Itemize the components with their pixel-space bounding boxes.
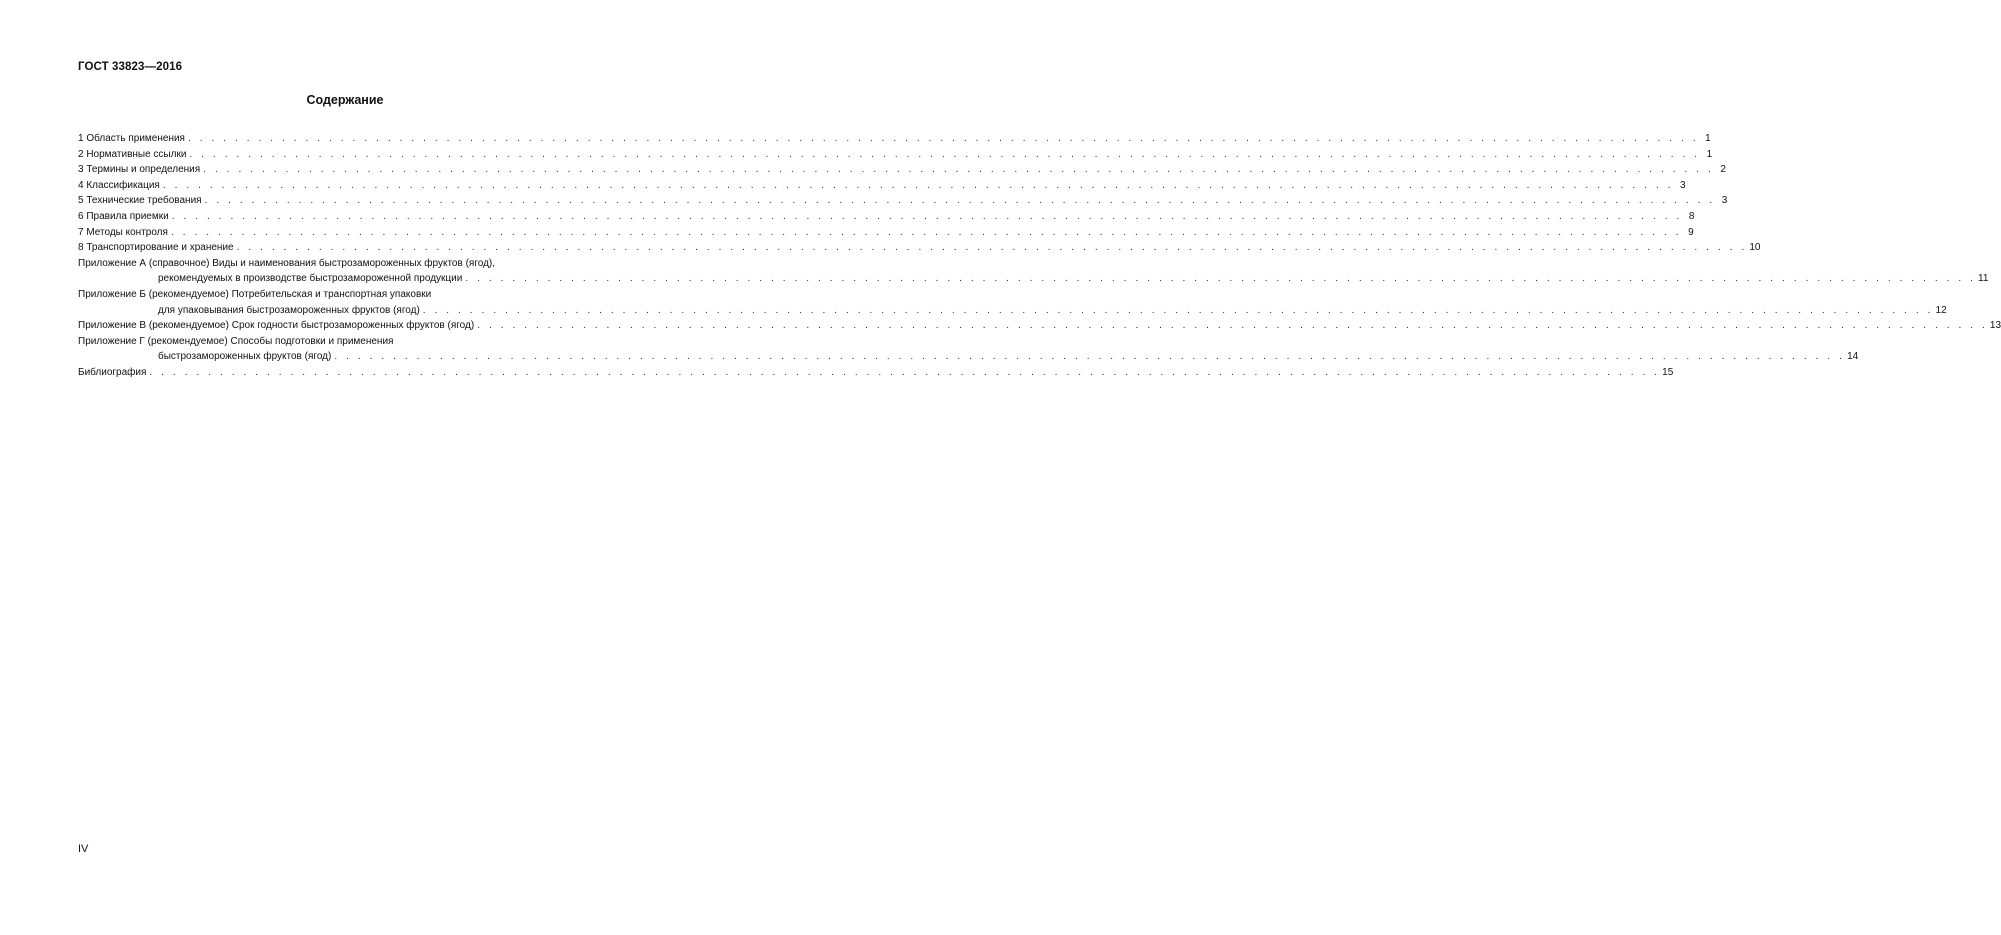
- toc-leader-dots: . . . . . . . . . . . . . . . . . . . . . . . . . . . . . . . . . . . . . . . . . . . . . . . . . . . . . . . . . . . . . . . . . . . . . . . . . . . . . . . . . . . . . . . . . . . . . . . . . . . . . . . . . . . . . . . . . . . . . . . . . . . . . . . . .: [187, 133, 1699, 144]
- toc-page-number: 15: [1662, 366, 1674, 378]
- toc-entry-text: 7 Методы контроля: [78, 226, 168, 238]
- toc-page-number: 10: [1749, 242, 1761, 254]
- toc-leader-dots: . . . . . . . . . . . . . . . . . . . . . . . . . . . . . . . . . . . . . . . . . . . . . . . . . . . . . . . . . . . . . . . . . . . . . . . . . . . . . . . . . . . . . . . . . . . . . . . . . . . . . . . . . . . . . . . . . . . . . . . . . . . . . . . . .: [204, 195, 1716, 207]
- toc-entry-text: 4 Классификация: [78, 179, 160, 191]
- toc-leader-dots: . . . . . . . . . . . . . . . . . . . . . . . . . . . . . . . . . . . . . . . . . . . . . . . . . . . . . . . . . . . . . . . . . . . . . . . . . . . . . . . . . . . . . . . . . . . . . . . . . . . . . . . . . . . . . . . . . . . . . . . . . . . . . . . . .: [170, 226, 1682, 238]
- toc-entry-acceptance-rules[interactable]: [78, 209, 1695, 225]
- toc-page-number: 9: [1688, 226, 1694, 238]
- toc-leader-dots: . . . . . . . . . . . . . . . . . . . . . . . . . . . . . . . . . . . . . . . . . . . . . . . . . . . . . . . . . . . . . . . . . . . . . . . . . . . . . . . . . . . . . . . . . . . . . . . . . . . . . . . . . . . . . . . . . . . . . . . . . . . . . . . . .: [171, 210, 1683, 222]
- toc-entry-control-methods[interactable]: [78, 225, 1694, 241]
- toc-entry-technical-requirements[interactable]: [78, 193, 1728, 209]
- page-folio-number: IV: [78, 843, 89, 855]
- toc-leader-dots: . . . . . . . . . . . . . . . . . . . . . . . . . . . . . . . . . . . . . . . . . . . . . . . . . . . . . . . . . . . . . . . . . . . . . . . . . . . . . . . . . . . . . . . . . . . . . . . . . . . . . . . . . . . . . . . . . . . . . . . . . . . . . . . . .: [477, 320, 1988, 332]
- toc-entry-text: 2 Нормативные ссылки: [78, 148, 187, 160]
- toc-leader-dots: . . . . . . . . . . . . . . . . . . . . . . . . . . . . . . . . . . . . . . . . . . . . . . . . . . . . . . . . . . . . . . . . . . . . . . . . . . . . . . . . . . . . . . . . . . . . . . . . . . . . . . . . . . . . . . . . . . . . . . . . . . . . . . . . .: [203, 164, 1714, 176]
- toc-page-number: 12: [1935, 304, 1947, 316]
- toc-entry-text: 6 Правила приемки: [78, 210, 169, 222]
- toc-entry-appendix-b[interactable]: [78, 287, 1947, 318]
- toc-entry-appendix-v[interactable]: [78, 318, 2001, 334]
- toc-page-number: 14: [1847, 351, 1859, 363]
- toc-leader-dots: . . . . . . . . . . . . . . . . . . . . . . . . . . . . . . . . . . . . . . . . . . . . . . . . . . . . . . . . . . . . . . . . . . . . . . . . . . . . . . . . . . . . . . . . . . . . . . . . . . . . . . . . . . . . . . . . . . . . . . . . . . . . . . . . .: [422, 304, 1934, 316]
- document-number-header: ГОСТ 33823—2016: [78, 61, 183, 73]
- toc-leader-dots: . . . . . . . . . . . . . . . . . . . . . . . . . . . . . . . . . . . . . . . . . . . . . . . . . . . . . . . . . . . . . . . . . . . . . . . . . . . . . . . . . . . . . . . . . . . . . . . . . . . . . . . . . . . . . . . . . . . . . . . . . . . . . . . . .: [162, 179, 1674, 191]
- toc-entry-text: 8 Транспортирование и хранение: [78, 242, 234, 254]
- toc-entry-scope[interactable]: [78, 131, 1711, 147]
- toc-entry-text: Приложение Г (рекомендуемое) Способы подготовки и применения: [78, 335, 394, 347]
- toc-entry-text: Библиография: [78, 366, 147, 378]
- toc-leader-dots: . . . . . . . . . . . . . . . . . . . . . . . . . . . . . . . . . . . . . . . . . . . . . . . . . . . . . . . . . . . . . . . . . . . . . . . . . . . . . . . . . . . . . . . . . . . . . . . . . . . . . . . . . . . . . . . . . . . . . . . . . . . . . . . . .: [465, 273, 1977, 285]
- toc-page-number: 3: [1721, 195, 1728, 207]
- toc-entry-transport-storage[interactable]: [78, 240, 1761, 256]
- toc-entry-terms[interactable]: [78, 162, 1726, 178]
- toc-page-number: 3: [1680, 179, 1686, 191]
- toc-page-number: 2: [1720, 164, 1726, 176]
- toc-leader-dots: . . . . . . . . . . . . . . . . . . . . . . . . . . . . . . . . . . . . . . . . . . . . . . . . . . . . . . . . . . . . . . . . . . . . . . . . . . . . . . . . . . . . . . . . . . . . . . . . . . . . . . . . . . . . . . . . . . . . . . . . . . . . . . . . .: [189, 148, 1701, 160]
- toc-entry-text-continued: рекомендуемых в производстве быстрозамороженной продукции: [158, 273, 463, 285]
- toc-page-number: 11: [1978, 273, 1989, 285]
- toc-entry-bibliography[interactable]: [78, 365, 1674, 381]
- toc-entry-text: 3 Термины и определения: [78, 164, 201, 176]
- toc-entry-text: Приложение А (справочное) Виды и наименования быстрозамороженных фруктов (ягод),: [78, 257, 496, 269]
- toc-page-number: 13: [1989, 320, 2001, 332]
- toc-entry-appendix-a[interactable]: [78, 256, 1989, 287]
- toc-page-number: 1: [1705, 133, 1711, 144]
- toc-entry-text: 1 Область применения: [78, 133, 185, 144]
- toc-entry-appendix-g[interactable]: [78, 334, 1859, 365]
- toc-leader-dots: . . . . . . . . . . . . . . . . . . . . . . . . . . . . . . . . . . . . . . . . . . . . . . . . . . . . . . . . . . . . . . . . . . . . . . . . . . . . . . . . . . . . . . . . . . . . . . . . . . . . . . . . . . . . . . . . . . . . . . . . . . . . . . . . .: [149, 366, 1661, 378]
- table-of-contents: [78, 131, 2001, 381]
- toc-leader-dots: . . . . . . . . . . . . . . . . . . . . . . . . . . . . . . . . . . . . . . . . . . . . . . . . . . . . . . . . . . . . . . . . . . . . . . . . . . . . . . . . . . . . . . . . . . . . . . . . . . . . . . . . . . . . . . . . . . . . . . . . . . . . . . . . .: [334, 351, 1846, 363]
- toc-entry-normative-references[interactable]: [78, 147, 1713, 163]
- toc-entry-text: 5 Технические требования: [78, 195, 202, 207]
- toc-entry-text: Приложение В (рекомендуемое) Срок годности быстрозамороженных фруктов (ягод): [78, 320, 475, 332]
- toc-entry-classification[interactable]: [78, 178, 1686, 194]
- toc-entry-text: Приложение Б (рекомендуемое) Потребительская и транспортная упаковки: [78, 288, 432, 300]
- toc-page-number: 8: [1688, 210, 1695, 222]
- toc-entry-text-continued: для упаковывания быстрозамороженных фруктов (ягод): [158, 304, 420, 316]
- toc-title: Содержание: [306, 93, 384, 107]
- toc-leader-dots: . . . . . . . . . . . . . . . . . . . . . . . . . . . . . . . . . . . . . . . . . . . . . . . . . . . . . . . . . . . . . . . . . . . . . . . . . . . . . . . . . . . . . . . . . . . . . . . . . . . . . . . . . . . . . . . . . . . . . . . . . . . . . . . . .: [236, 242, 1748, 254]
- toc-page-number: 1: [1706, 148, 1713, 160]
- toc-entry-text-continued: быстрозамороженных фруктов (ягод): [158, 351, 332, 363]
